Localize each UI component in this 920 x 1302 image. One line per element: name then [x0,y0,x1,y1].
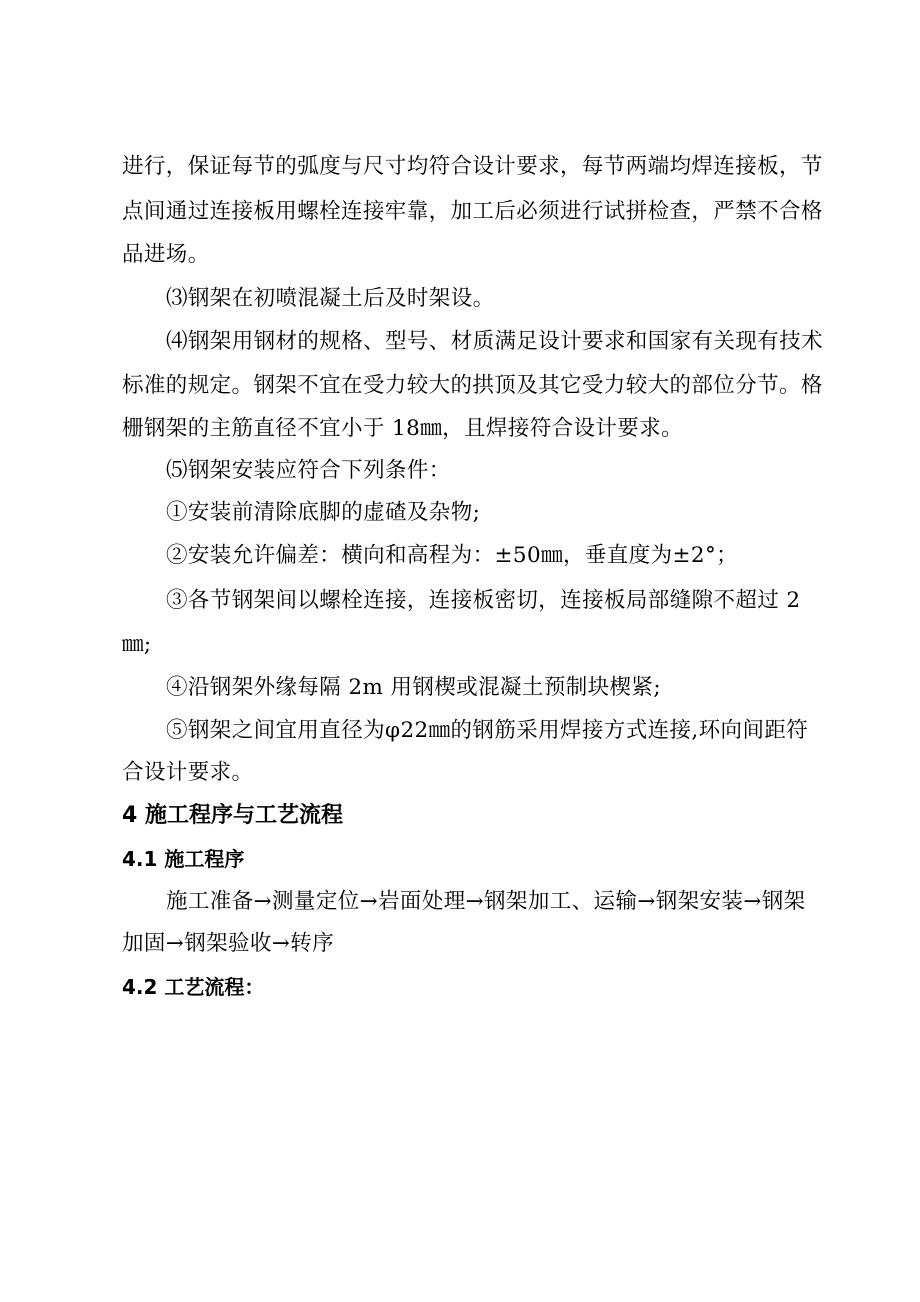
list-item-4-line: 标准的规定。钢架不宜在受力较大的拱顶及其它受力较大的部位分节。格 [122,373,823,398]
sub-item-3-line: ㎜; [122,632,152,657]
sub-item-1: ①安装前清除底脚的虚碴及杂物; [166,500,481,525]
paragraph-line: 品进场。 [122,242,210,267]
sub-item-5-line: ⑤钢架之间宜用直径为φ22㎜的钢筋采用焊接方式连接,环向间距符 [166,718,809,743]
subsection-heading: 4.1 施工程序 [122,847,245,871]
list-item-3: ⑶钢架在初喷混凝土后及时架设。 [166,286,495,311]
subsection-heading: 4.2 工艺流程： [122,975,265,999]
procedure-line: 加固→钢架验收→转序 [122,931,335,956]
sub-item-3-line: ③各节钢架间以螺栓连接，连接板密切，连接板局部缝隙不超过 2 [166,588,801,613]
procedure-line: 施工准备→测量定位→岩面处理→钢架加工、运输→钢架安装→钢架 [166,889,806,914]
section-heading: 4 施工程序与工艺流程 [122,803,343,828]
list-item-4-line: ⑷钢架用钢材的规格、型号、材质满足设计要求和国家有关现有技术 [166,329,824,354]
sub-item-4: ④沿钢架外缘每隔 2m 用钢楔或混凝土预制块楔紧; [166,675,661,700]
paragraph-line: 进行，保证每节的弧度与尺寸均符合设计要求，每节两端均焊连接板，节 [122,154,823,179]
list-item-5: ⑸钢架安装应符合下列条件： [166,458,451,483]
sub-item-5-line: 合设计要求。 [122,760,254,785]
list-item-4-line: 栅钢架的主筋直径不宜小于 18㎜，且焊接符合设计要求。 [122,416,683,441]
paragraph-line: 点间通过连接板用螺栓连接牢靠，加工后必须进行试拼检查，严禁不合格 [122,199,823,224]
sub-item-2: ②安装允许偏差：横向和高程为：±50㎜，垂直度为±2°； [166,543,739,568]
